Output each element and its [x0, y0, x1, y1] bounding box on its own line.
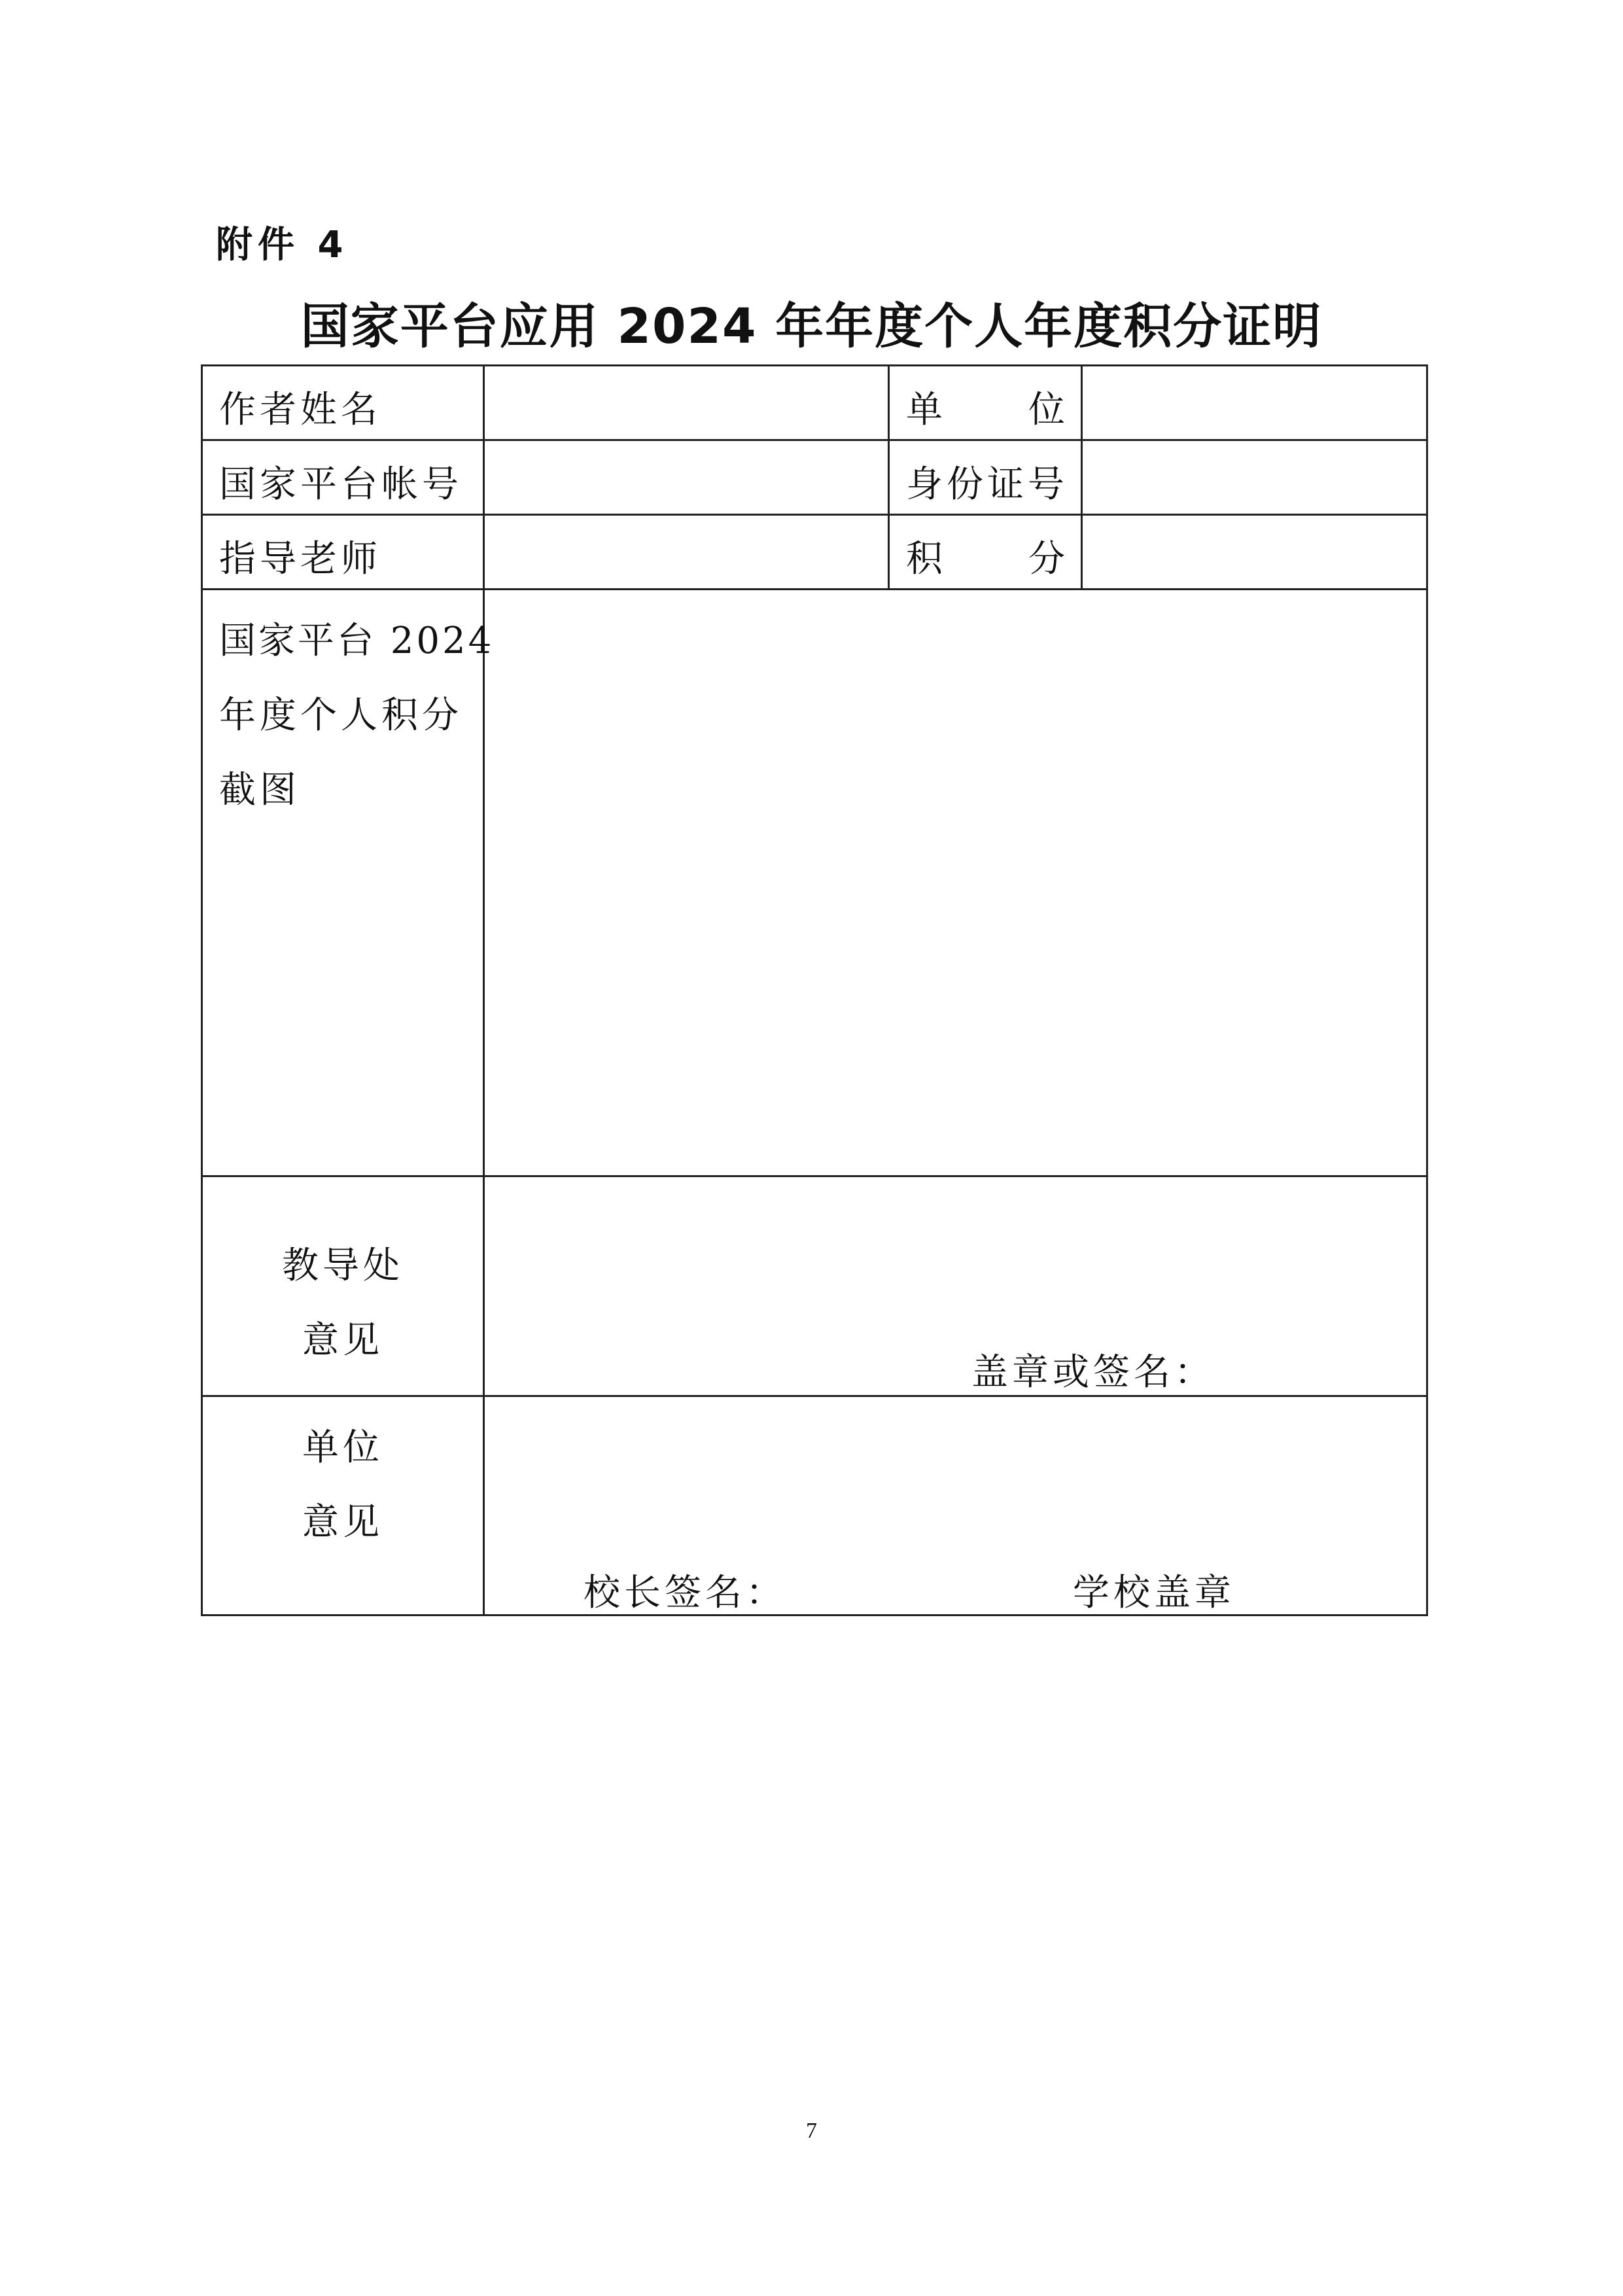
- principal-sign-text: 校长签名：: [584, 1572, 786, 1614]
- platform-account-label: 国家平台帐号: [219, 463, 462, 506]
- advisor-label: 指导老师: [219, 538, 381, 580]
- dean-office-label-line-2: 意见: [302, 1319, 383, 1362]
- page-number: 7: [806, 2119, 817, 2143]
- screenshot-label-line-1: 国家平台 2024: [219, 620, 495, 662]
- unit-opinion-label-line-2: 意见: [302, 1501, 383, 1544]
- unit-label-char-2: 位: [1028, 389, 1069, 431]
- dean-office-sign-text: 盖章或签名：: [971, 1351, 1215, 1394]
- id-number-field[interactable]: [1085, 443, 1423, 512]
- platform-account-field[interactable]: [487, 443, 886, 512]
- screenshot-label-line-2: 年度个人积分: [219, 694, 462, 737]
- page-title: 国家平台应用 2024 年年度个人年度积分证明: [300, 298, 1323, 355]
- row-divider: [203, 588, 1426, 590]
- points-label-char-1: 积: [906, 538, 947, 580]
- points-field[interactable]: [1085, 518, 1423, 586]
- certificate-form-table: [201, 364, 1428, 1616]
- author-name-label: 作者姓名: [219, 389, 381, 431]
- author-name-field[interactable]: [487, 368, 886, 437]
- column-divider: [888, 366, 890, 590]
- dean-office-label-line-1: 教导处: [282, 1245, 404, 1287]
- unit-field[interactable]: [1085, 368, 1423, 437]
- row-divider: [203, 439, 1426, 441]
- attachment-label: 附件 4: [216, 224, 349, 266]
- school-seal-text: 学校盖章: [1073, 1572, 1235, 1614]
- screenshot-area[interactable]: [487, 592, 1423, 1173]
- column-divider: [1081, 366, 1083, 590]
- row-divider: [203, 1175, 1426, 1177]
- column-divider: [483, 366, 485, 1614]
- screenshot-label-line-3: 截图: [219, 769, 300, 811]
- unit-opinion-label-line-1: 单位: [302, 1426, 383, 1469]
- id-number-label: 身份证号: [906, 463, 1068, 506]
- unit-label-char-1: 单: [906, 389, 947, 431]
- row-divider: [203, 1395, 1426, 1397]
- advisor-field[interactable]: [487, 518, 886, 586]
- row-divider: [203, 514, 1426, 516]
- points-label-char-2: 分: [1028, 538, 1069, 580]
